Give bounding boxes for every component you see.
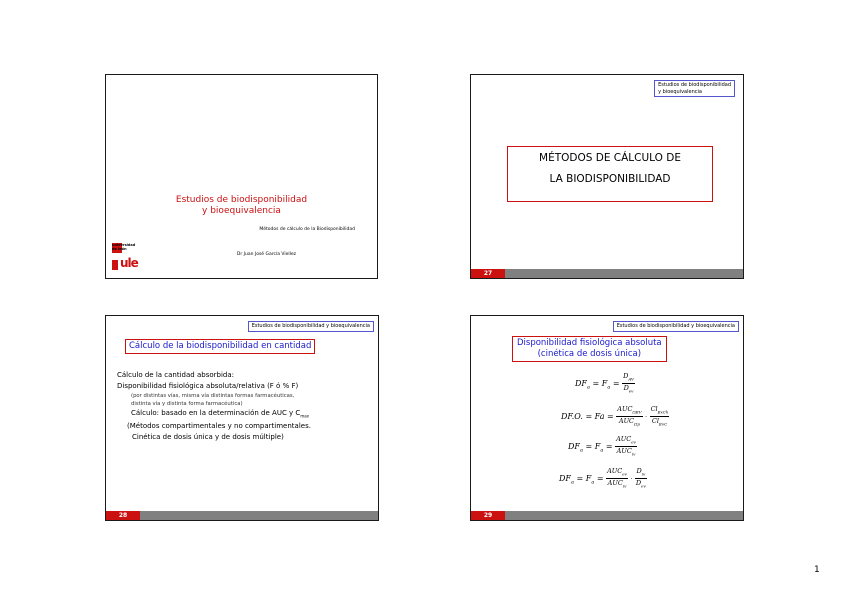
eq3-den: AUC — [616, 447, 632, 456]
slide-29-thumbnail — [470, 315, 744, 521]
logo-bar — [112, 260, 118, 270]
eq2-f2-den: Cl — [651, 417, 659, 426]
slide-29-title-line2: (cinética de dosis única) — [537, 349, 642, 359]
eq4-f2-num-sub: iv — [641, 471, 646, 477]
slide-28-line7: Cinética de dosis única y de dosis múltiple) — [132, 433, 284, 442]
slide-27-footer-bar — [471, 269, 743, 278]
eq2-fraction-1 — [616, 405, 642, 429]
slide-28-title: Cálculo de la biodisponibilidad en cantidad — [125, 339, 315, 354]
slide-1-subtitle: Métodos de cálculo de la Biodisponibilidad — [259, 227, 355, 232]
eq1-den: D — [623, 384, 629, 393]
eq1-mid-sub: a — [607, 384, 611, 391]
eq3-mid-sub: a — [600, 447, 604, 454]
eq4-f1-num-sub: ev — [622, 471, 627, 477]
eq2-f1-num-sub: ΩEV — [632, 409, 642, 415]
slide-1-title — [106, 195, 377, 217]
slide-27-thumbnail — [470, 74, 744, 279]
eq1-lhs-sub: a — [586, 384, 590, 391]
slide-27-title-line2: LA BIODISPONIBILIDAD — [549, 173, 671, 185]
eq3-num-sub: ev — [631, 439, 636, 445]
eq3-lhs-sub: a — [579, 447, 583, 454]
slide-1-author: Dr Juan José García Viellez — [236, 252, 297, 257]
eq1-lhs: DF — [575, 378, 587, 388]
slide-28-line1: Cálculo de la cantidad absorbida: — [117, 371, 234, 379]
slide-28-line5-text: Cálculo: basado en la determinación de AUC y C — [131, 409, 301, 417]
eq2-f2-num-sub: ExCh — [657, 409, 669, 415]
slide-27-number: 27 — [471, 269, 505, 278]
logo-text — [112, 243, 135, 251]
slide-27-header-line1: Estudios de biodisponibilidad — [658, 82, 731, 88]
eq4-mid-sub: a — [591, 479, 595, 486]
slide-27-title-line1: MÉTODOS DE CÁLCULO DE — [539, 152, 681, 164]
logo-text-line2: de león — [112, 247, 127, 251]
slide-1-thumbnail — [105, 74, 378, 279]
eq4-f1-num: AUC — [607, 467, 623, 475]
university-logo — [112, 243, 146, 273]
eq1-den-sub: ev — [628, 388, 634, 394]
eq4-lhs: DF — [559, 473, 571, 483]
slide-1-title-line2: y bioequivalencia — [202, 206, 281, 216]
eq4-f2-den-sub: ev — [641, 483, 646, 489]
slide-29-footer-bar — [471, 511, 743, 520]
eq4-fraction-1 — [606, 467, 628, 491]
eq2-f2-num: Cl — [650, 405, 658, 413]
slide-28-thumbnail — [105, 315, 379, 521]
slide-28-line5 — [117, 408, 311, 421]
equation-1: $DF_a = F_a$ = $\frac{D_{AV}}{D_{ev}}$ — [575, 372, 634, 394]
eq4-mid: F — [585, 473, 592, 483]
eq3-fraction — [615, 435, 637, 459]
slide-27-header — [654, 80, 735, 97]
eq2-lhs: DF.O. = Fa = — [561, 411, 614, 421]
equation-4: $DF_a = F_a$ = $\frac{AUC_{ev}}{AUC_{iv}}$ · $\frac{D_{iv}}{D_{ev}}$ — [559, 467, 646, 489]
slide-28-footer-bar — [106, 511, 378, 520]
logo-text-line1: universidad — [112, 243, 136, 247]
slide-29-header: Estudios de biodisponibilidad y bioequivalencia — [613, 321, 739, 332]
eq3-num: AUC — [616, 435, 632, 443]
eq4-f1-den-sub: iv — [622, 483, 627, 489]
slide-28-line3: (por distintas vías, misma vía distintas formas farmacéuticas, — [131, 393, 295, 399]
slide-28-line4: distinta vía y distinta forma farmacéutica) — [131, 401, 243, 407]
slide-28-line6: (Métodos compartimentales y no compartimentales. — [127, 422, 311, 431]
eq4-f2-den: D — [635, 479, 642, 488]
slide-29-number: 29 — [471, 511, 505, 520]
eq2-f1-num: AUC — [617, 405, 633, 413]
slide-28-header: Estudios de biodisponibilidad y bioequivalencia — [248, 321, 374, 332]
eq2-f1-den: AUC — [618, 417, 635, 426]
slide-28-line5-sub: max — [300, 413, 310, 419]
logo-mark: ule — [120, 256, 138, 270]
eq3-lhs: DF — [568, 441, 580, 451]
slide-27-header-line2: y bioequivalencia — [658, 88, 702, 95]
eq2-fraction-2 — [650, 405, 670, 429]
eq1-mid: F — [601, 378, 608, 388]
slide-29-title-line1: Disponibilidad fisiológica absoluta — [517, 338, 662, 348]
eq1-fraction — [622, 372, 635, 396]
eq4-f2-num: D — [636, 467, 642, 475]
eq1-num-sub: AV — [628, 376, 634, 382]
equation-3: $DF_a = F_a$ = $\frac{AUC_{ev}}{AUC_{iv}}$ — [568, 435, 636, 457]
eq4-f1-den: AUC — [607, 479, 623, 488]
slide-29-title — [512, 336, 667, 362]
slide-27-title-box — [507, 146, 713, 202]
equation-2: DF.O. = Fa = $\frac{AUC_{\Omega EV}}{AUC_{\Omega p}}$ · $\frac{Cl_{ExCh}}{Cl_{EvC}}$ — [561, 405, 669, 427]
eq4-fraction-2 — [635, 467, 647, 491]
slide-28-body — [117, 370, 311, 443]
slide-1-title-line1: Estudios de biodisponibilidad — [175, 195, 308, 205]
page-number: 1 — [814, 565, 820, 575]
eq3-den-sub: iv — [631, 451, 636, 457]
eq3-mid: F — [594, 441, 601, 451]
eq2-f2-den-sub: EvC — [658, 421, 668, 427]
eq4-lhs-sub: a — [570, 479, 574, 486]
eq2-f1-den-sub: Ωp — [634, 421, 640, 427]
slide-28-number: 28 — [106, 511, 140, 520]
slide-28-line2: Disponibilidad fisiológica absoluta/relativa (F ó % F) — [117, 382, 299, 390]
eq1-num: D — [623, 372, 629, 380]
